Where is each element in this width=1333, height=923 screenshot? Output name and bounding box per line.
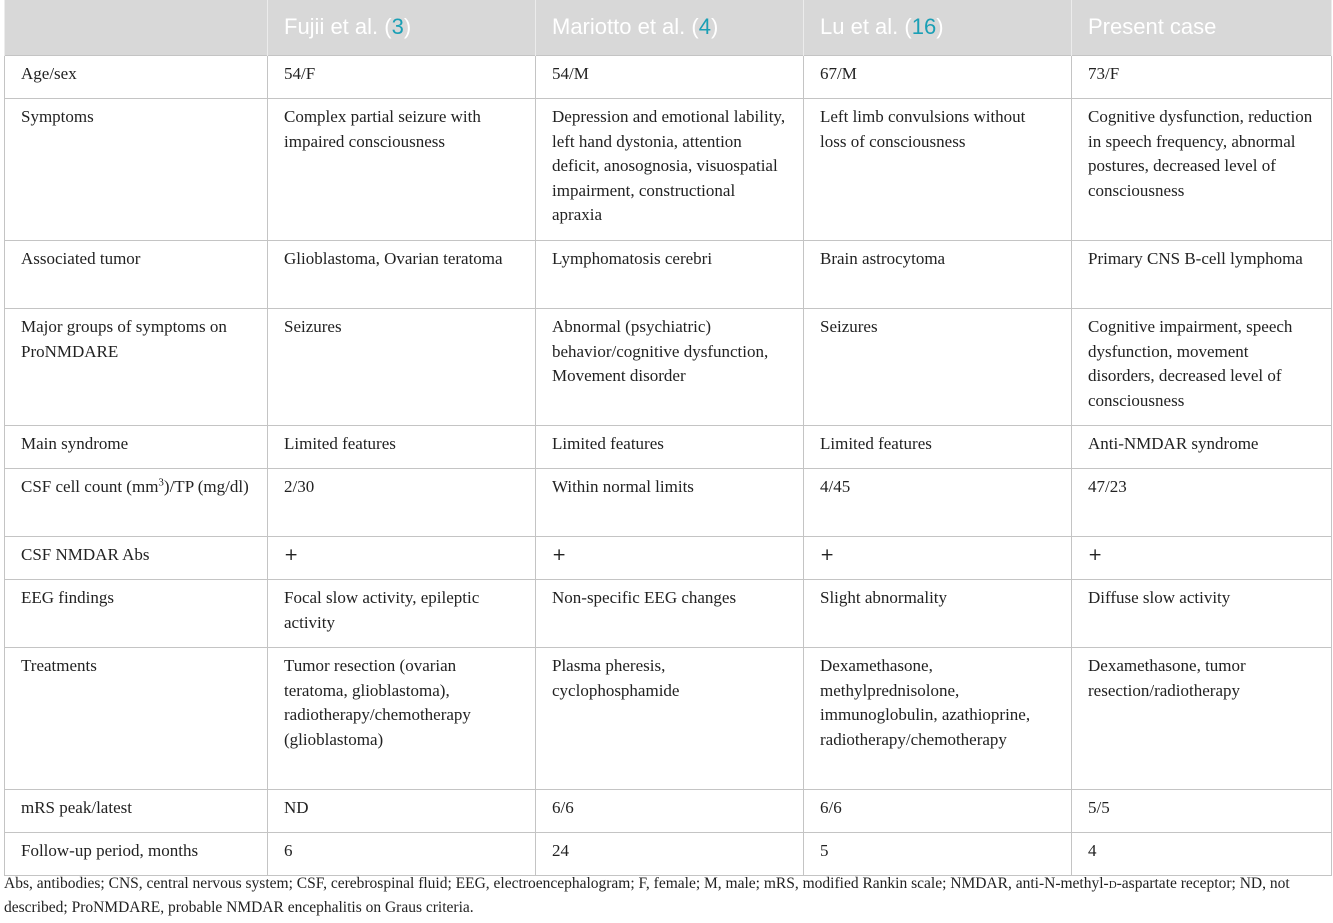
table-cell: Within normal limits xyxy=(536,469,804,537)
table-cell: 47/23 xyxy=(1072,469,1332,537)
header-empty xyxy=(5,0,268,56)
table-cell: Primary CNS B-cell lymphoma xyxy=(1072,241,1332,309)
table-cell: Abnormal (psychiatric) behavior/cognitive dysfunction, Movement disorder xyxy=(536,309,804,426)
row-label: Main syndrome xyxy=(5,426,268,469)
table-cell: + xyxy=(268,537,536,580)
table-cell: Diffuse slow activity xyxy=(1072,580,1332,648)
table-cell: + xyxy=(804,537,1072,580)
table-cell: 6 xyxy=(268,833,536,876)
table-cell: 6/6 xyxy=(804,790,1072,833)
table-cell: 5/5 xyxy=(1072,790,1332,833)
superscript-3: 3 xyxy=(158,476,164,489)
header-mariotto-close: ) xyxy=(710,14,719,40)
ref-link-4[interactable]: 4 xyxy=(698,14,711,40)
table-cell: Seizures xyxy=(268,309,536,426)
table-row xyxy=(5,833,1332,876)
table-cell: Non-specific EEG changes xyxy=(536,580,804,648)
table-row xyxy=(5,648,1332,790)
table-cell: Anti-NMDAR syndrome xyxy=(1072,426,1332,469)
header-lu xyxy=(804,0,1072,56)
table-cell: 4/45 xyxy=(804,469,1072,537)
header-lu-close: ) xyxy=(936,14,944,40)
table-cell: Brain astrocytoma xyxy=(804,241,1072,309)
table-cell: Limited features xyxy=(268,426,536,469)
table-cell: ND xyxy=(268,790,536,833)
footnote-text: -aspartate receptor; ND, not described; ProNMDARE, probable NMDAR encephalitis on Graus criteria. xyxy=(4,875,1290,916)
table-cell: Seizures xyxy=(804,309,1072,426)
table-cell: Limited features xyxy=(804,426,1072,469)
table-cell: Limited features xyxy=(536,426,804,469)
row-label-text: )/TP (mg/dl) xyxy=(163,477,249,496)
table-cell: Complex partial seizure with impaired consciousness xyxy=(268,99,536,241)
table-cell: 2/30 xyxy=(268,469,536,537)
table-row xyxy=(5,790,1332,833)
table-row xyxy=(5,580,1332,648)
row-label-text: CSF cell count (mm xyxy=(21,477,159,496)
table-cell: Glioblastoma, Ovarian teratoma xyxy=(268,241,536,309)
table-cell: Dexamethasone, tumor resection/radiotherapy xyxy=(1072,648,1332,790)
ref-link-16[interactable]: 16 xyxy=(911,14,937,40)
table-cell: 24 xyxy=(536,833,804,876)
table-cell: + xyxy=(536,537,804,580)
table-cell: Left limb convulsions without loss of consciousness xyxy=(804,99,1072,241)
table-row xyxy=(5,309,1332,426)
table-cell: 67/M xyxy=(804,56,1072,99)
table-cell: 54/F xyxy=(268,56,536,99)
row-label: Treatments xyxy=(5,648,268,790)
header-lu-text: Lu et al. ( xyxy=(820,14,912,40)
row-label: Associated tumor xyxy=(5,241,268,309)
row-label: Follow-up period, months xyxy=(5,833,268,876)
row-label: Symptoms xyxy=(5,99,268,241)
header-fujii-text: Fujii et al. ( xyxy=(284,14,392,40)
row-label: mRS peak/latest xyxy=(5,790,268,833)
table-cell: Plasma pheresis, cyclophosphamide xyxy=(536,648,804,790)
row-label: EEG findings xyxy=(5,580,268,648)
table-cell: 6/6 xyxy=(536,790,804,833)
footnote-smallcaps-d: d xyxy=(1108,875,1117,892)
table-cell: + xyxy=(1072,537,1332,580)
header-mariotto-text: Mariotto et al. ( xyxy=(552,14,699,40)
row-label xyxy=(5,469,268,537)
footnote-text: Abs, antibodies; CNS, central nervous system; CSF, cerebrospinal fluid; EEG, electroencephalogram; F, female; M, male; mRS, modified Rankin scale; NMDAR, anti-N-methyl- xyxy=(4,875,1109,892)
row-label: Major groups of symptoms on ProNMDARE xyxy=(5,309,268,426)
table-row xyxy=(5,56,1332,99)
header-fujii xyxy=(268,0,536,56)
table-cell: 4 xyxy=(1072,833,1332,876)
table-cell: 73/F xyxy=(1072,56,1332,99)
table-cell: Cognitive dysfunction, reduction in speech frequency, abnormal postures, decreased level of consciousness xyxy=(1072,99,1332,241)
comparison-table xyxy=(4,0,1332,876)
header-mariotto xyxy=(536,0,804,56)
table-row xyxy=(5,99,1332,241)
ref-link-3[interactable]: 3 xyxy=(391,14,404,40)
table-footnote xyxy=(4,872,1330,920)
table-row xyxy=(5,469,1332,537)
table-row xyxy=(5,426,1332,469)
table-row xyxy=(5,241,1332,309)
row-label: Age/sex xyxy=(5,56,268,99)
header-present-case: Present case xyxy=(1072,0,1332,56)
table-row xyxy=(5,537,1332,580)
table-cell: Focal slow activity, epileptic activity xyxy=(268,580,536,648)
table-cell: Cognitive impairment, speech dysfunction, movement disorders, decreased level of consciousness xyxy=(1072,309,1332,426)
table-cell: 5 xyxy=(804,833,1072,876)
table-cell: Depression and emotional lability, left hand dystonia, attention deficit, anosognosia, visuospatial impairment, constructional apraxia xyxy=(536,99,804,241)
row-label: CSF NMDAR Abs xyxy=(5,537,268,580)
header-fujii-close: ) xyxy=(403,14,412,40)
header-row xyxy=(5,0,1332,56)
table-cell: Lymphomatosis cerebri xyxy=(536,241,804,309)
table-cell: Tumor resection (ovarian teratoma, glioblastoma), radiotherapy/chemotherapy (glioblastoma) xyxy=(268,648,536,790)
table-cell: Slight abnormality xyxy=(804,580,1072,648)
table-cell: 54/M xyxy=(536,56,804,99)
table-cell: Dexamethasone, methylprednisolone, immunoglobulin, azathioprine, radiotherapy/chemotherapy xyxy=(804,648,1072,790)
